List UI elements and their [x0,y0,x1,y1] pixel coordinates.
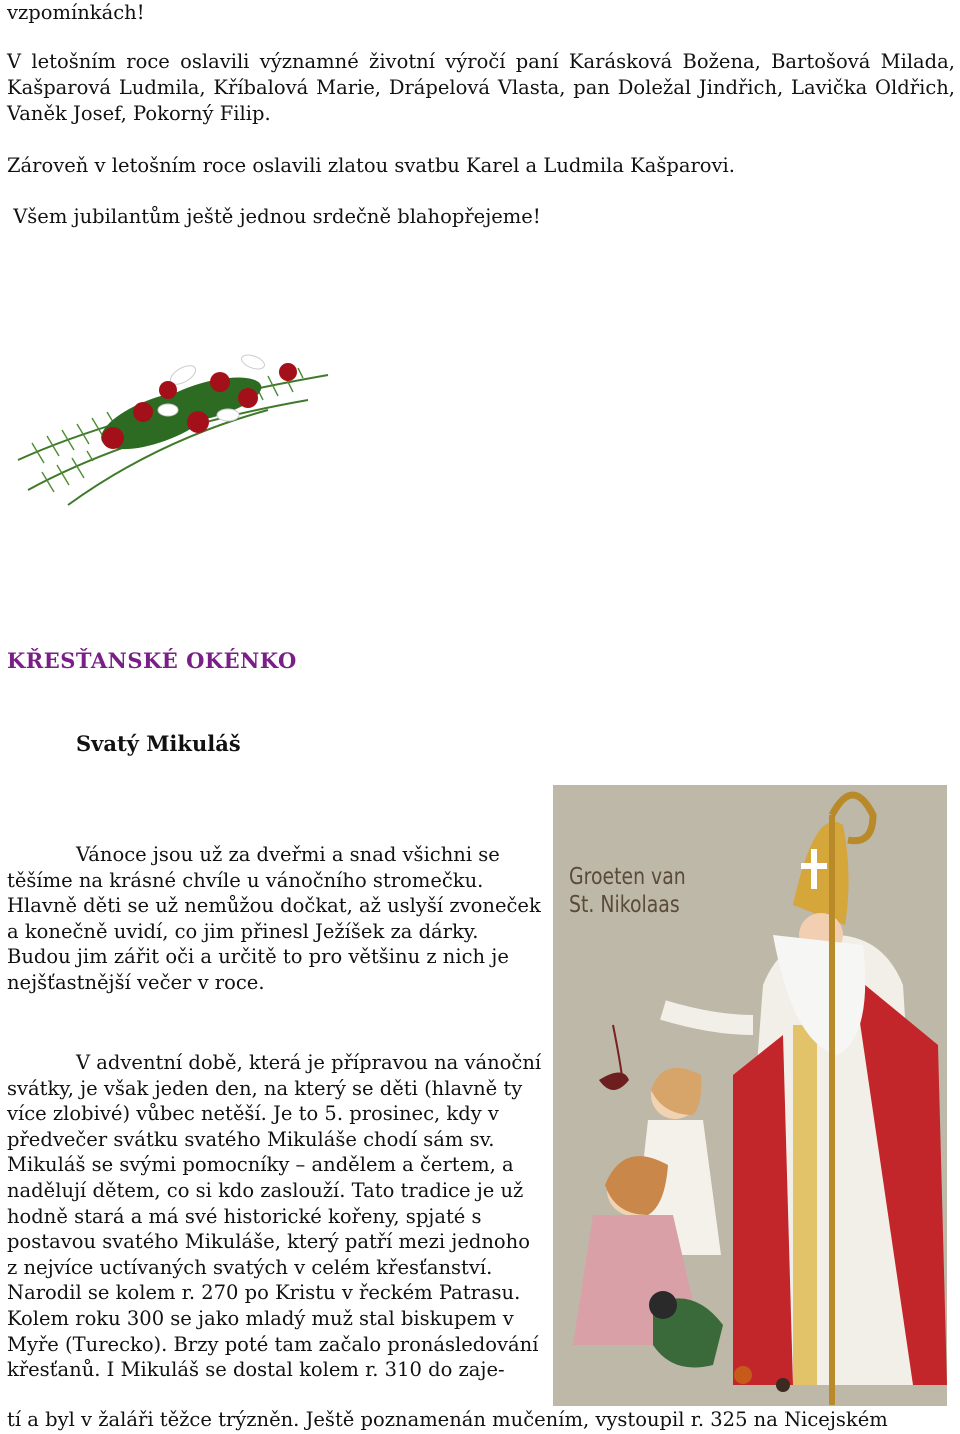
article-paragraph-2 [7,1050,542,1383]
article-paragraph-1 [7,842,542,996]
intro-line: vzpomínkách! [7,1,145,24]
section-heading: KŘESŤANSKÉ OKÉNKO [7,648,297,673]
saint-nicholas-postcard-icon [553,785,947,1406]
postcard-caption-line: St. Nikolaas [569,892,680,918]
paragraph-text: Vánoce jsou už za dveřmi a snad všichni se těšíme na krásné chvíle u vánočního stromečku. Hlavně děti se už nemůžou dočkat, až uslyší zvoneček a konečně uvidí, co jim přinesl Ježíšek za dárky. Budou jim zářit oči a určitě to pro většinu z nich je nejšťastnější večer v roce. [7,843,541,994]
article-continuation-line: tí a byl v žaláři těžce trýzněn. Ještě poznamenán mučením, vystoupil r. 325 na Nicejském [7,1408,888,1431]
golden-wedding-paragraph: Zároveň v letošním roce oslavili zlatou svatbu Karel a Ludmila Kašparovi. [7,154,735,177]
congratulations-line: Všem jubilantům ještě jednou srdečně blahopřejeme! [7,205,541,228]
article-title: Svatý Mikuláš [76,731,241,756]
paragraph-text: V adventní době, která je přípravou na vánoční svátky, je však jeden den, na který se děti (hlavně ty více zlobivé) vůbec netěší. Je to 5. prosinec, kdy v předvečer svátku svatého Mikuláše chodí sám sv. Mikuláš se svými pomocníky – andělem a čertem, a nadělují dětem, co si kdo zaslouží. Tato tradice je už hodně stará a má své historické kořeny, spjaté s postavou svatého Mikuláše, který patří mezi jednoho z nejvíce uctívaných svatých v celém křesťanství. Narodil se kolem r. 270 po Kristu v řeckém Patrasu. Kolem roku 300 se jako mladý muž stal biskupem v Myře (Turecko). Brzy poté tam začalo pronásledování křesťanů. I Mikuláš se dostal kolem r. 310 do zaje- [7,1051,542,1382]
flower-wreath-icon [8,320,348,520]
postcard-caption-line: Groeten van [569,864,686,890]
intro-paragraph: V letošním roce oslavili významné životní výročí paní Karásková Božena, Bartošová Milada, Kašparová Ludmila, Kříbalová Marie, Drápelová Vlasta, pan Doležal Jindřich, Lavička Oldřich, Vaněk Josef, Pokorný Filip. [7,50,955,125]
postcard-caption [569,863,686,919]
